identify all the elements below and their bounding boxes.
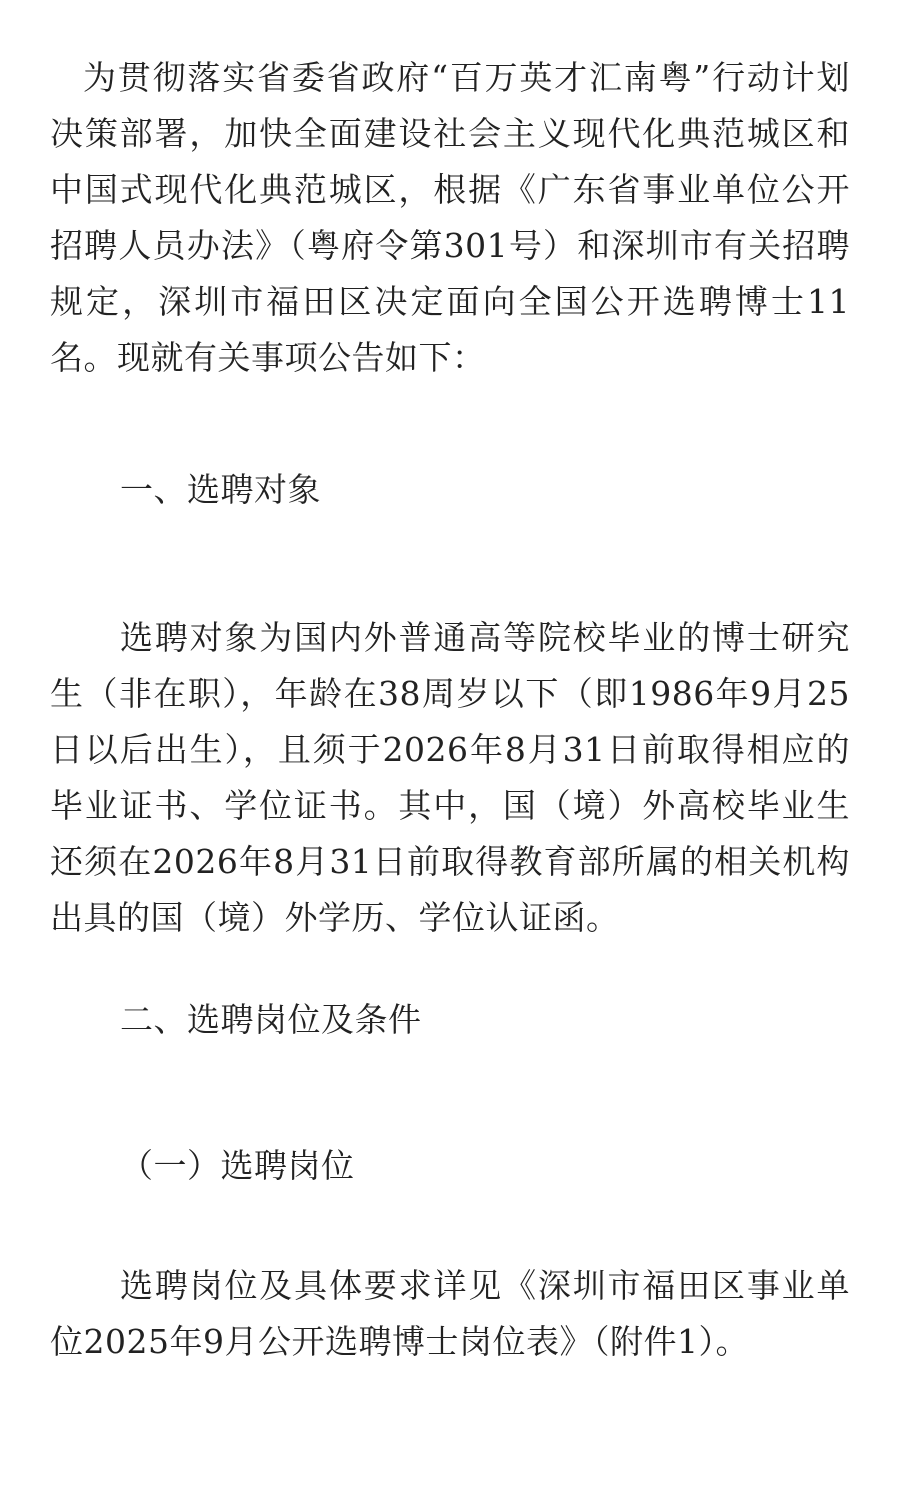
section-heading-positions-conditions: 二、选聘岗位及条件 xyxy=(120,1000,422,1039)
section-heading-selection-target: 一、选聘对象 xyxy=(120,470,321,509)
subsection-body-positions: 选聘岗位及具体要求详见《深圳市福田区事业单位2025年9月公开选聘博士岗位表》（附件1）。 xyxy=(50,1266,850,1361)
subsection-heading-positions: （一）选聘岗位 xyxy=(120,1146,355,1185)
intro-paragraph: 为贯彻落实省委省政府“百万英才汇南粤”行动计划决策部署，加快全面建设社会主义现代化典范城区和中国式现代化典范城区，根据《广东省事业单位公开招聘人员办法》（粤府令第301号）和深圳市有关招聘规定，深圳市福田区决定面向全国公开选聘博士11名。现就有关事项公告如下： xyxy=(50,58,850,377)
section-body-selection-target: 选聘对象为国内外普通高等院校毕业的博士研究生（非在职），年龄在38周岁以下（即1986年9月25日以后出生），且须于2026年8月31日前取得相应的毕业证书、学位证书。其中，国（境）外高校毕业生还须在2026年8月31日前取得教育部所属的相关机构出具的国（境）外学历、学位认证函。 xyxy=(50,618,850,937)
